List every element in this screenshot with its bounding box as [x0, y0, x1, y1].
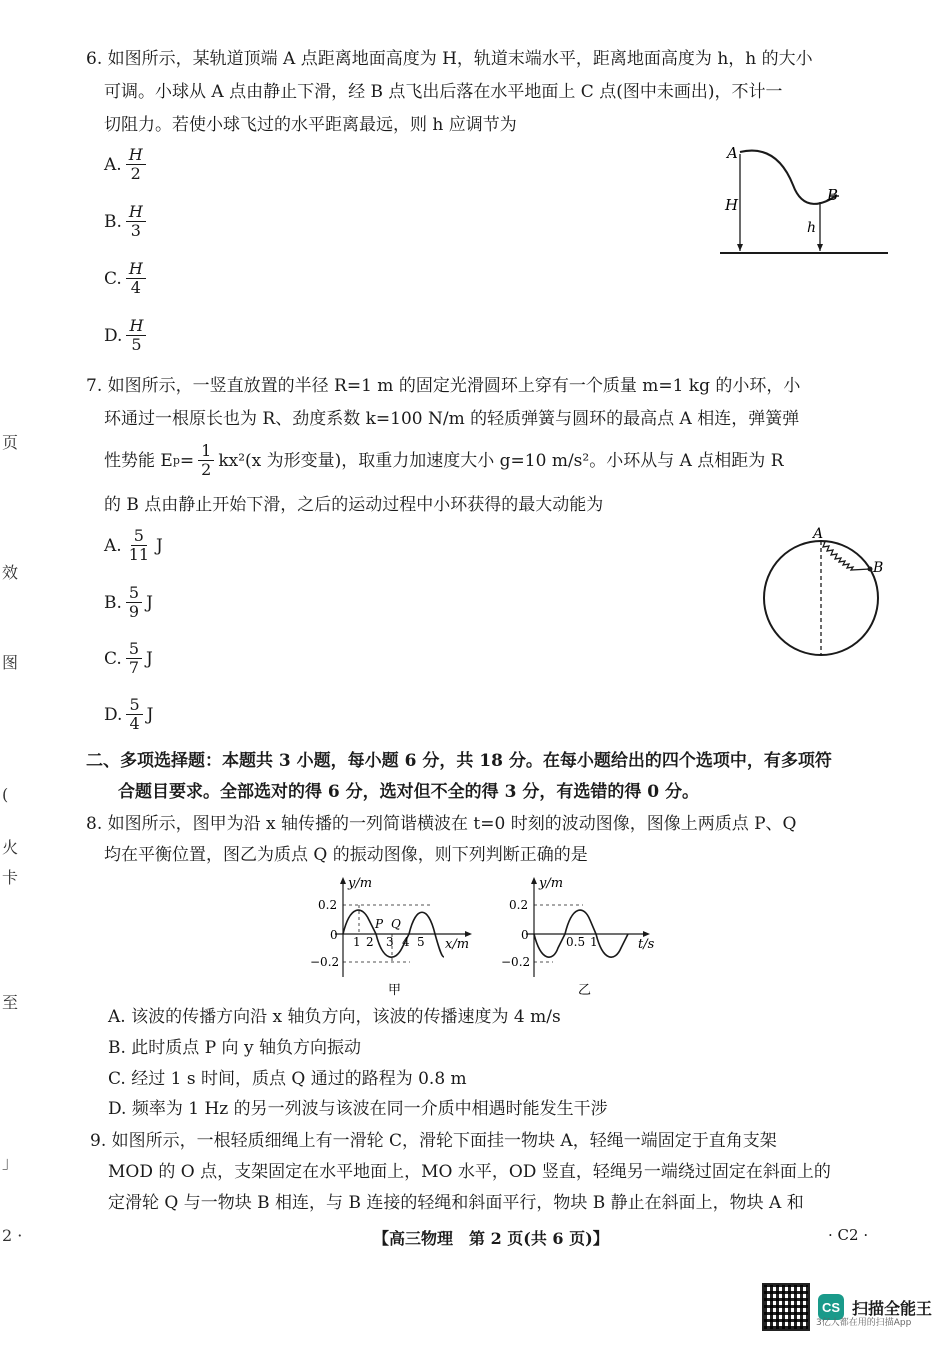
q9-line-2: MOD 的 O 点，支架固定在水平地面上，MO 水平，OD 竖直，轻绳另一端绕过固定在斜面上的	[108, 1162, 831, 1182]
option-fraction: $\frac{H}{4}$	[126, 260, 146, 297]
arrow-head	[737, 244, 743, 251]
page-footer: 【高三物理 第 2 页(共 6 页)】	[373, 1229, 609, 1248]
margin-glyph: 卡	[2, 868, 19, 887]
margin-glyph: 效	[2, 563, 19, 582]
q8-wave-graph-jia	[300, 872, 490, 1002]
y-top-label: 0.2	[509, 898, 529, 912]
x-tick-label: 1	[353, 935, 361, 949]
x-tick-label: 4	[402, 935, 410, 949]
q7-line-1: 7. 如图所示，一竖直放置的半径 R=1 m 的固定光滑圆环上穿有一个质量 m=1 kg 的小环，小	[86, 376, 801, 396]
q9-line-3: 定滑轮 Q 与一物块 B 相连，与 B 连接的轻绳和斜面平行，物块 B 静止在斜面上，物块 A 和	[108, 1193, 804, 1213]
brand-tagline: 3亿人都在用的扫描App	[816, 1318, 912, 1328]
q8-line-2: 均在平衡位置，图乙为质点 Q 的振动图像，则下列判断正确的是	[104, 845, 588, 865]
half-fraction: $\frac{1}{2}$	[198, 442, 214, 479]
label-B: B	[873, 560, 884, 576]
option-unit: J	[156, 535, 163, 556]
option-unit: J	[146, 648, 153, 669]
margin-glyph: 图	[2, 653, 19, 672]
point-P-label: P	[375, 917, 384, 931]
option-label: C.	[104, 648, 122, 669]
point-Q-label: Q	[391, 917, 401, 931]
caption: 甲	[388, 983, 402, 998]
section2-rule: 合题目要求。全部选对的得 6 分，选对但不全的得 3 分，有选错的得 0 分。	[118, 782, 699, 802]
q6-option-d	[104, 317, 150, 354]
track-curve	[740, 151, 837, 204]
option-fraction: $\frac{H}{2}$	[126, 146, 146, 183]
brand-name: 扫描全能王	[852, 1298, 933, 1318]
x-label: x/m	[445, 937, 470, 952]
x-tick-label: 3	[386, 935, 394, 949]
option-label: B.	[104, 592, 122, 613]
q7-option-a	[104, 527, 163, 564]
q6-option-a	[104, 146, 150, 183]
margin-glyph: 页	[2, 433, 19, 452]
option-fraction: $\frac{5}{9}$	[126, 584, 142, 621]
y-bottom-label: −0.2	[501, 955, 531, 969]
small-ring-B	[868, 567, 873, 572]
q6-line-1: 6. 如图所示，某轨道顶端 A 点距离地面高度为 H，轨道末端水平，距离地面高度为 h，h 的大小	[86, 49, 813, 69]
q7-option-d	[104, 696, 153, 733]
y-arrow	[531, 877, 537, 884]
caption: 乙	[578, 983, 592, 998]
t-tick-label: 0.5	[566, 935, 586, 949]
cs-logo-icon: CS	[818, 1294, 844, 1320]
spring	[821, 541, 870, 570]
margin-glyph: (	[2, 785, 9, 804]
q7-line-2: 环通过一根原长也为 R、劲度系数 k=100 N/m 的轻质弹簧与圆环的最高点 A 相连，弹簧弹	[104, 409, 800, 429]
q8-option-c: C. 经过 1 s 时间，质点 Q 通过的路程为 0.8 m	[108, 1069, 467, 1089]
y-top-label: 0.2	[318, 898, 338, 912]
q6-option-b	[104, 203, 150, 240]
q7-option-c	[104, 640, 153, 677]
label-B: B	[827, 186, 839, 204]
energy-prefix: 性势能 E	[104, 450, 173, 471]
y-label: y/m	[539, 876, 564, 891]
t-tick-label: 1	[590, 935, 598, 949]
x-tick-label: 5	[417, 935, 425, 949]
label-A: A	[727, 144, 738, 162]
option-label: B.	[104, 211, 122, 232]
q6-line-2: 可调。小球从 A 点由静止下滑，经 B 点飞出后落在水平地面上 C 点(图中未画出)，不计一	[104, 82, 783, 102]
margin-glyph: 」	[2, 1153, 19, 1172]
y-arrow	[340, 877, 346, 884]
option-fraction: $\frac{5}{4}$	[126, 696, 142, 733]
origin-label: 0	[330, 928, 338, 942]
x-label: t/s	[638, 937, 655, 952]
q8-option-a: A. 该波的传播方向沿 x 轴负方向，该波的传播速度为 4 m/s	[108, 1007, 561, 1027]
option-label: D.	[104, 704, 123, 725]
section2-title: 二、多项选择题：本题共 3 小题，每小题 6 分，共 18 分。在每小题给出的四个选项中，有多项符	[86, 751, 832, 771]
q8-vibration-graph-yi	[498, 872, 673, 1002]
label-H: H	[725, 196, 739, 214]
option-unit: J	[146, 592, 153, 613]
option-fraction: $\frac{5}{7}$	[126, 640, 142, 677]
x-tick-label: 2	[366, 935, 374, 949]
energy-suffix: kx²(x 为形变量)，取重力加速度大小 g=10 m/s²。小环从与 A 点相距为 R	[218, 450, 784, 471]
energy-subscript: p	[172, 453, 180, 467]
y-label: y/m	[348, 876, 373, 891]
q8-option-b: B. 此时质点 P 向 y 轴负方向振动	[108, 1038, 361, 1058]
option-fraction: $\frac{H}{3}$	[126, 203, 146, 240]
qr-code-icon	[762, 1283, 810, 1331]
margin-glyph: 2 ·	[2, 1226, 23, 1245]
paper-code: · C2 ·	[828, 1226, 869, 1244]
option-fraction: $\frac{5}{11}$	[128, 526, 150, 564]
q6-line-3: 切阻力。若使小球飞过的水平距离最远，则 h 应调节为	[104, 115, 517, 135]
q7-line-3	[104, 442, 784, 479]
q8-line-1: 8. 如图所示，图甲为沿 x 轴传播的一列简谐横波在 t=0 时刻的波动图像，图像上两质点 P、Q	[86, 814, 797, 834]
energy-equals: =	[179, 450, 195, 471]
origin-label: 0	[521, 928, 529, 942]
option-unit: J	[146, 704, 154, 725]
q6-track-figure	[715, 140, 895, 265]
option-label: A.	[104, 154, 122, 175]
option-label: D.	[104, 325, 123, 346]
option-label: C.	[104, 268, 122, 289]
q7-option-b	[104, 584, 153, 621]
y-bottom-label: −0.2	[310, 955, 340, 969]
option-fraction: $\frac{H}{5}$	[126, 317, 146, 354]
arrow-head	[817, 244, 823, 251]
q6-option-c	[104, 260, 150, 297]
q8-option-d: D. 频率为 1 Hz 的另一列波与该波在同一介质中相遇时能发生干涉	[108, 1099, 608, 1119]
label-A: A	[813, 526, 824, 542]
q7-line-4: 的 B 点由静止开始下滑，之后的运动过程中小环获得的最大动能为	[104, 495, 604, 515]
label-h: h	[807, 220, 817, 236]
margin-glyph: 至	[2, 993, 19, 1012]
option-label: A.	[104, 535, 122, 556]
q9-line-1: 9. 如图所示，一根轻质细绳上有一滑轮 C，滑轮下面挂一物块 A，轻绳一端固定于直角支架	[90, 1131, 777, 1151]
margin-glyph: 火	[2, 838, 19, 857]
q7-ring-figure	[755, 522, 895, 662]
